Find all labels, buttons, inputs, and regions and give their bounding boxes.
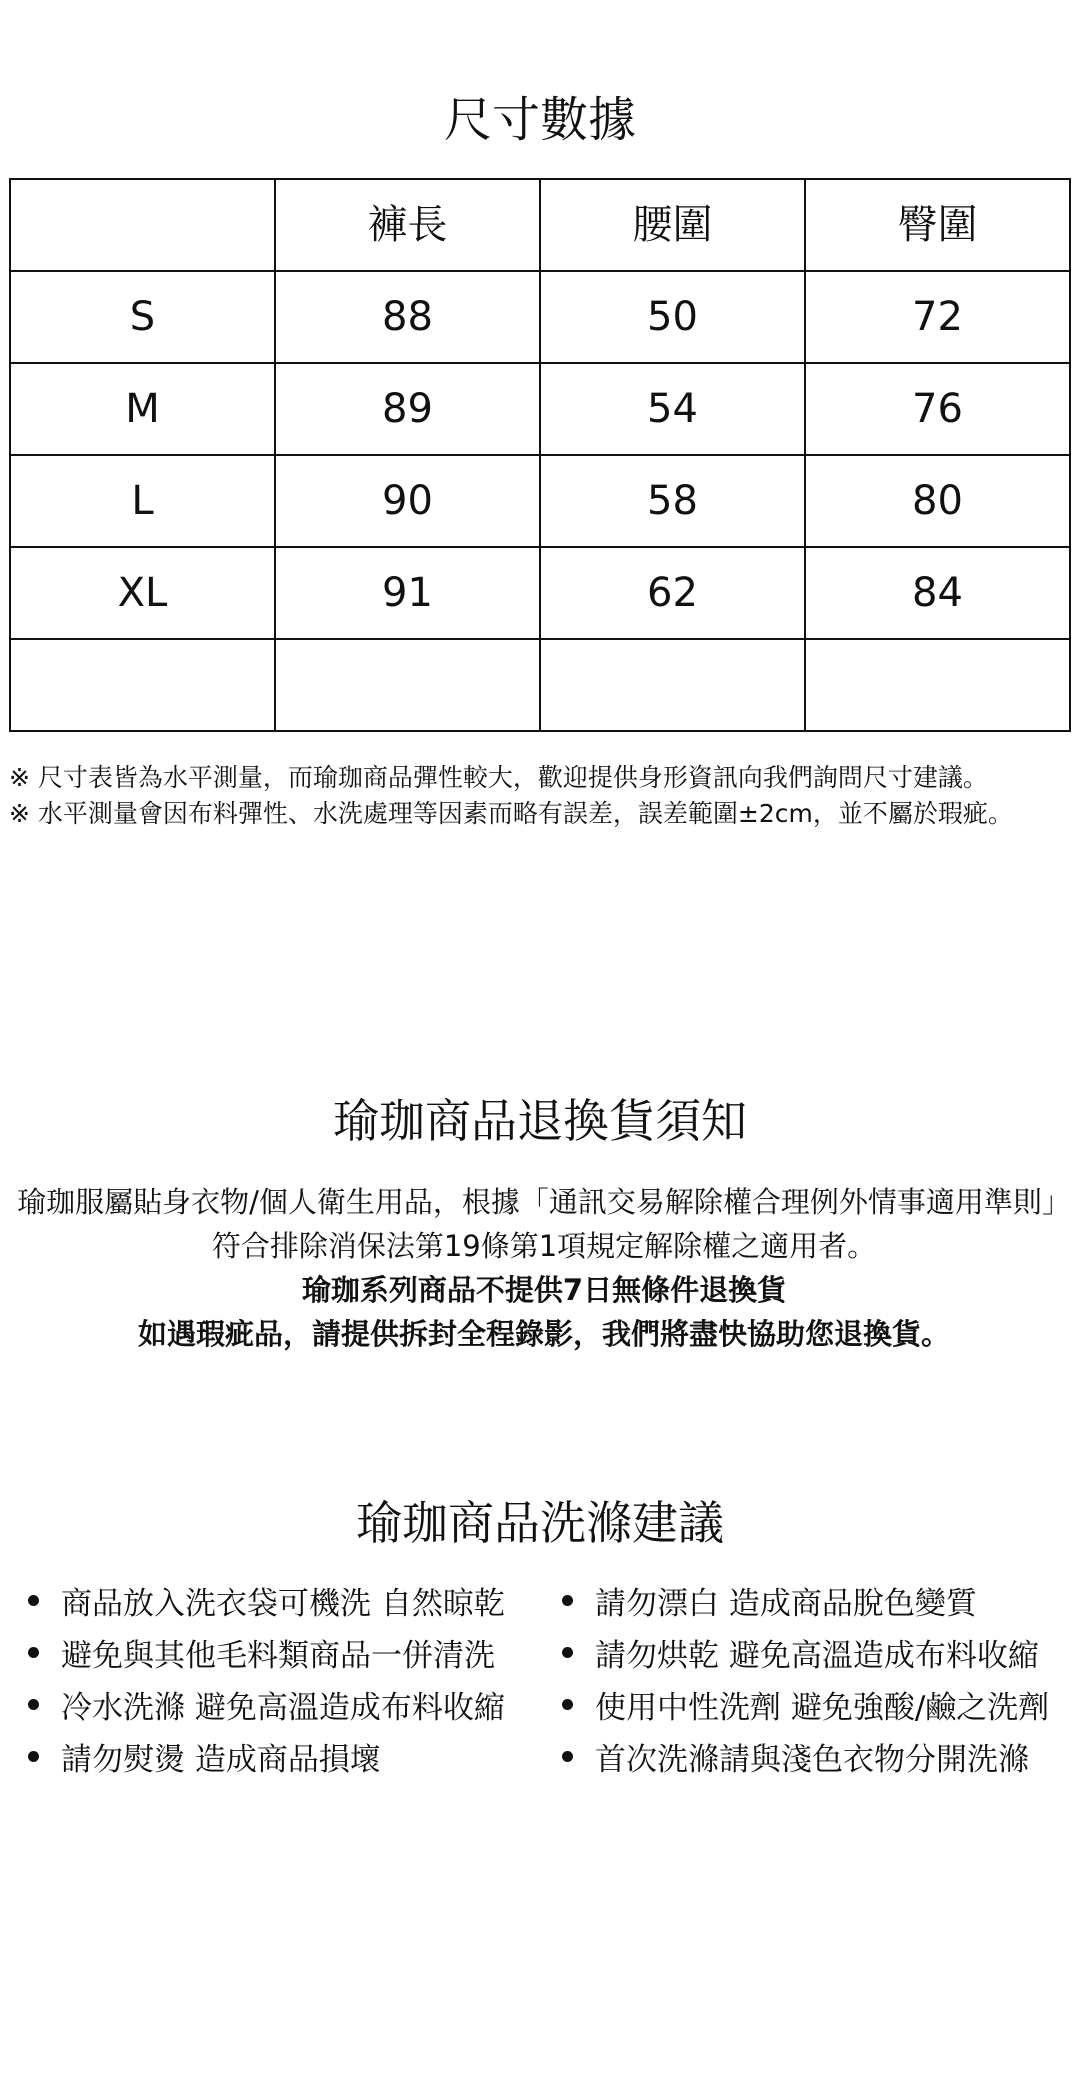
list-item bbox=[22, 1626, 552, 1678]
return-policy-defect-notice: 如遇瑕疵品，請提供拆封全程錄影，我們將盡快協助您退換貨。 bbox=[137, 1317, 950, 1351]
size-label-cell: XL bbox=[10, 547, 275, 639]
bullet-icon bbox=[28, 1595, 39, 1606]
size-table-row bbox=[10, 271, 1070, 363]
size-note: ※ 水平測量會因布料彈性、水洗處理等因素而略有誤差，誤差範圍±2cm，並不屬於瑕疵。 bbox=[9, 799, 1013, 828]
waist-cell: 62 bbox=[540, 547, 805, 639]
care-instructions-list bbox=[0, 1574, 1080, 1794]
pants-length-cell: 88 bbox=[275, 271, 540, 363]
hip-cell: 80 bbox=[805, 455, 1070, 547]
size-table-empty-row bbox=[10, 639, 1070, 731]
empty-cell bbox=[275, 639, 540, 731]
bullet-icon bbox=[28, 1751, 39, 1762]
care-item-text: 使用中性洗劑 避免強酸/鹼之洗劑 bbox=[595, 1689, 1050, 1726]
return-policy-paragraph: 瑜珈服屬貼身衣物/個人衛生用品，根據「通訊交易解除權合理例外情事適用準則」符合排除消保法第19條第1項規定解除權之適用者。 bbox=[17, 1185, 1071, 1263]
care-item-text: 請勿熨燙 造成商品損壞 bbox=[61, 1741, 381, 1778]
hip-cell: 84 bbox=[805, 547, 1070, 639]
waist-cell: 58 bbox=[540, 455, 805, 547]
return-section-title: 瑜珈商品退換貨須知 bbox=[333, 1094, 747, 1148]
bullet-icon bbox=[562, 1647, 573, 1658]
size-note: ※ 尺寸表皆為水平測量，而瑜珈商品彈性較大，歡迎提供身形資訊向我們詢問尺寸建議。 bbox=[9, 763, 988, 792]
size-table-header-cell bbox=[10, 179, 275, 271]
bullet-icon bbox=[562, 1595, 573, 1606]
size-label-cell: L bbox=[10, 455, 275, 547]
size-table-row bbox=[10, 455, 1070, 547]
care-column-right bbox=[556, 1574, 1076, 1782]
waist-cell: 54 bbox=[540, 363, 805, 455]
size-label-cell: S bbox=[10, 271, 275, 363]
waist-cell: 50 bbox=[540, 271, 805, 363]
size-label-cell: M bbox=[10, 363, 275, 455]
empty-cell bbox=[10, 639, 275, 731]
bullet-icon bbox=[28, 1647, 39, 1658]
list-item bbox=[22, 1678, 552, 1730]
care-item-text: 請勿烘乾 避免高溫造成布料收縮 bbox=[595, 1637, 1039, 1674]
list-item bbox=[22, 1730, 552, 1782]
hip-cell: 72 bbox=[805, 271, 1070, 363]
care-item-text: 首次洗滌請與淺色衣物分開洗滌 bbox=[595, 1741, 1029, 1778]
care-item-text: 冷水洗滌 避免高溫造成布料收縮 bbox=[61, 1689, 505, 1726]
pants-length-cell: 90 bbox=[275, 455, 540, 547]
care-item-text: 請勿漂白 造成商品脫色變質 bbox=[595, 1585, 977, 1622]
pants-length-cell: 89 bbox=[275, 363, 540, 455]
list-item bbox=[22, 1574, 552, 1626]
return-policy-no-return-notice: 瑜珈系列商品不提供7日無條件退換貨 bbox=[301, 1273, 787, 1307]
care-section-title: 瑜珈商品洗滌建議 bbox=[356, 1496, 724, 1550]
size-table bbox=[9, 178, 1071, 732]
pants-length-cell: 91 bbox=[275, 547, 540, 639]
empty-cell bbox=[805, 639, 1070, 731]
bullet-icon bbox=[28, 1699, 39, 1710]
size-table-header-waist: 腰圍 bbox=[540, 179, 805, 271]
list-item bbox=[556, 1678, 1076, 1730]
size-table-header-row bbox=[10, 179, 1070, 271]
bullet-icon bbox=[562, 1751, 573, 1762]
size-table-header-hip: 臀圍 bbox=[805, 179, 1070, 271]
care-item-text: 避免與其他毛料類商品一併清洗 bbox=[61, 1637, 495, 1674]
care-item-text: 商品放入洗衣袋可機洗 自然晾乾 bbox=[61, 1585, 505, 1622]
list-item bbox=[556, 1574, 1076, 1626]
size-table-header-pants-length: 褲長 bbox=[275, 179, 540, 271]
return-policy-body bbox=[14, 1180, 1074, 1356]
care-column-left bbox=[22, 1574, 552, 1782]
size-notes bbox=[9, 760, 1075, 832]
size-table-row bbox=[10, 547, 1070, 639]
list-item bbox=[556, 1730, 1076, 1782]
empty-cell bbox=[540, 639, 805, 731]
size-table-row bbox=[10, 363, 1070, 455]
size-section-title: 尺寸數據 bbox=[443, 92, 636, 148]
bullet-icon bbox=[562, 1699, 573, 1710]
hip-cell: 76 bbox=[805, 363, 1070, 455]
list-item bbox=[556, 1626, 1076, 1678]
